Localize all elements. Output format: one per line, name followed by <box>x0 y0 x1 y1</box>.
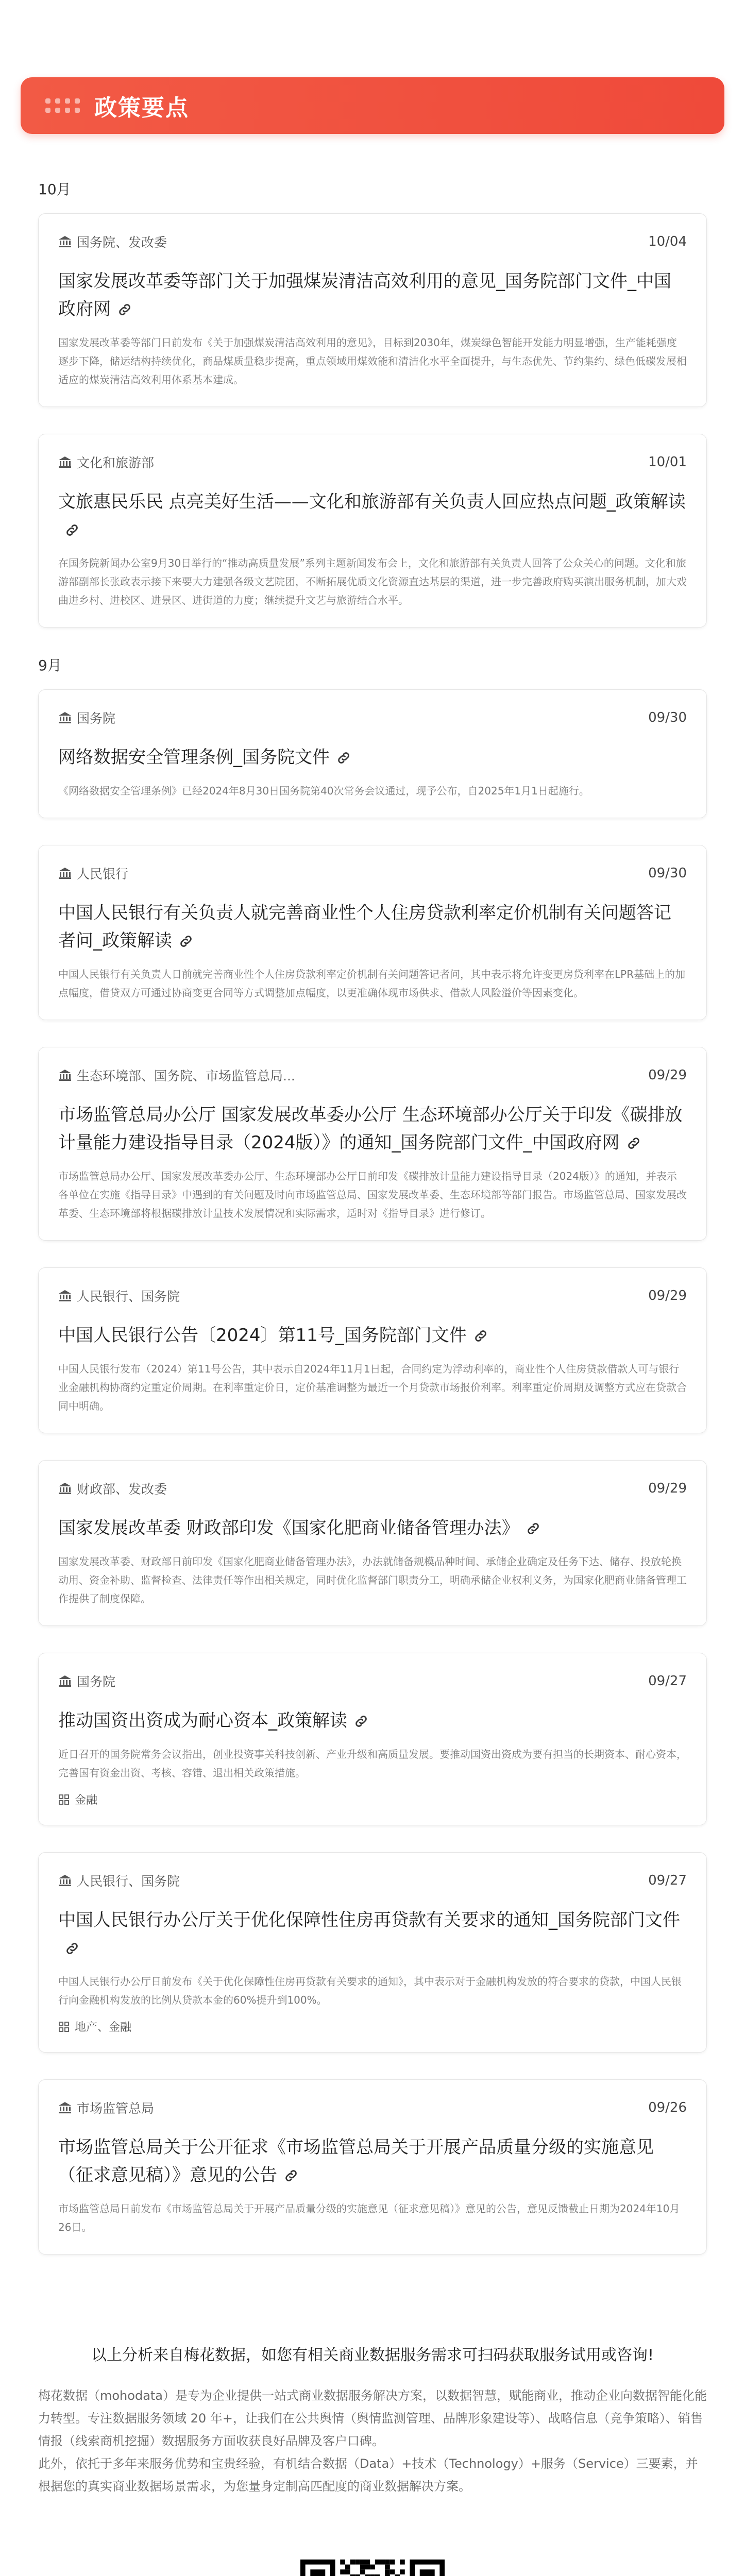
policy-card[interactable] <box>38 1852 707 2053</box>
category-icon <box>58 2021 70 2032</box>
policy-card[interactable] <box>38 1267 707 1433</box>
source <box>58 1286 180 1305</box>
policy-title[interactable] <box>58 1321 687 1349</box>
policy-title-text[interactable]: 中国人民银行公告〔2024〕第11号_国务院部门文件 <box>58 1325 467 1346</box>
date: 10/01 <box>648 454 687 470</box>
category-icon <box>58 1794 70 1805</box>
policy-summary: 市场监管总局办公厅、国家发展改革委办公厅、生态环境部办公厅日前印发《碳排放计量能力建设指导目录（2024版）》的通知，并表示各单位在实施《指导目录》中遇到的有关问题及时向市场监管总局、国家发展改革委、生态环境部等部门报告。市场监管总局、国家发展改革委、生态环境部将根据碳排放计量技术发展情况和实际需求，适时对《指导目录》进行修订。 <box>58 1170 687 1219</box>
policy-card[interactable] <box>38 434 707 628</box>
card-header <box>58 708 687 727</box>
month-label: 9月 <box>38 657 62 674</box>
date: 09/30 <box>648 710 687 725</box>
policy-title-text[interactable]: 推动国资出资成为耐心资本_政策解读 <box>58 1710 347 1731</box>
footer-paragraph-2: 此外，依托于多年来服务优势和宝贵经验，有机结合数据（Data）+技术（Technology）+服务（Service）三要素，并根据您的真实商业数据场景需求，为您量身定制高匹配度的商业数据解决方案。 <box>38 2456 698 2494</box>
policy-summary: 近日召开的国务院常务会议指出，创业投资事关科技创新、产业升级和高质量发展。要推动国资出资成为要有担当的长期资本、耐心资本，完善国有资金出资、考核、容错、退出相关政策措施。 <box>58 1748 687 1779</box>
policy-summary: 市场监管总局日前发布《市场监管总局关于开展产品质量分级的实施意见（征求意见稿）》意见的公告，意见反馈截止日期为2024年10月26日。 <box>58 2202 680 2233</box>
policy-title-text[interactable]: 中国人民银行办公厅关于优化保障性住房再贷款有关要求的通知_国务院部门文件 <box>58 1910 680 1930</box>
bank-icon <box>58 711 72 724</box>
policy-title[interactable] <box>58 1906 687 1962</box>
month-label: 10月 <box>38 181 71 198</box>
policy-card[interactable] <box>38 845 707 1020</box>
policy-card[interactable] <box>38 689 707 818</box>
bank-icon <box>58 1874 72 1887</box>
source <box>58 232 167 251</box>
section-banner <box>21 77 724 134</box>
tags <box>58 2019 687 2035</box>
tags <box>58 1791 687 1807</box>
bank-icon <box>58 456 72 468</box>
policy-title-text[interactable]: 国家发展改革委等部门关于加强煤炭清洁高效利用的意见_国务院部门文件_中国政府网 <box>58 271 671 319</box>
card-header <box>58 1066 687 1084</box>
policy-title-text[interactable]: 中国人民银行有关负责人就完善商业性个人住房贷款利率定价机制有关问题答记者问_政策解读 <box>58 903 671 951</box>
card-header <box>58 1672 687 1690</box>
card-header <box>58 1479 687 1498</box>
footer-paragraph-1: 梅花数据（mohodata）是专为企业提供一站式商业数据服务解决方案，以数据智慧，赋能商业，推动企业向数据智能化能力转型。专注数据服务领域 20 年+，让我们在公共舆情（舆情监测管理、品牌形象建设等）、战略信息（竞争策略）、销售情报（线索商机挖掘）数据服务方面收获良好品牌及客户口碑。 <box>38 2388 707 2448</box>
source <box>58 2098 154 2117</box>
source-label: 生态环境部、国务院、市场监管总局... <box>77 1069 295 1083</box>
policy-title[interactable] <box>58 1707 687 1735</box>
card-header <box>58 1871 687 1890</box>
link-icon[interactable] <box>626 1131 641 1147</box>
source <box>58 1672 115 1690</box>
link-icon[interactable] <box>64 518 80 534</box>
policy-summary: 中国人民银行有关负责人日前就完善商业性个人住房贷款利率定价机制有关问题答记者问，其中表示将允许变更房贷利率在LPR基础上的加点幅度，借贷双方可通过协商变更合同等方式调整加点幅度，以更准确体现市场供求、借款人风险溢价等因素变化。 <box>58 968 686 999</box>
source <box>58 864 128 883</box>
source-label: 财政部、发改委 <box>77 1482 167 1497</box>
policy-title[interactable] <box>58 267 687 323</box>
policy-title[interactable] <box>58 1101 687 1157</box>
card-header <box>58 453 687 471</box>
source-label: 文化和旅游部 <box>77 455 155 470</box>
policy-title[interactable] <box>58 488 687 544</box>
card-header <box>58 2098 687 2117</box>
policy-summary: 中国人民银行办公厅日前发布《关于优化保障性住房再贷款有关要求的通知》，其中表示对于金融机构发放的符合要求的贷款，中国人民银行向金融机构发放的比例从贷款本金的60%提升到100%。 <box>58 1975 682 2006</box>
policy-summary: 《网络数据安全管理条例》已经2024年8月30日国务院第40次常务会议通过，现予公布，自2025年1月1日起施行。 <box>58 785 589 797</box>
date: 09/29 <box>648 1288 687 1303</box>
link-icon[interactable] <box>526 1517 541 1532</box>
source <box>58 453 154 471</box>
tag-label: 地产、金融 <box>75 2021 132 2034</box>
bank-icon <box>58 2102 72 2114</box>
policy-card[interactable] <box>38 2079 707 2255</box>
bank-icon <box>58 1482 72 1495</box>
dots-decoration <box>45 98 81 113</box>
date: 09/29 <box>648 1481 687 1496</box>
source-label: 国务院 <box>77 711 116 726</box>
policy-title[interactable] <box>58 1514 687 1542</box>
link-icon[interactable] <box>64 1937 80 1952</box>
link-icon[interactable] <box>336 746 351 761</box>
policy-title-text[interactable]: 市场监管总局办公厅 国家发展改革委办公厅 生态环境部办公厅关于印发《碳排放计量能力建设指导目录（2024版）》的通知_国务院部门文件_中国政府网 <box>58 1105 683 1153</box>
link-icon[interactable] <box>353 1709 369 1725</box>
source <box>58 708 115 727</box>
policy-list <box>21 178 724 2255</box>
policy-title-text[interactable]: 网络数据安全管理条例_国务院文件 <box>58 747 330 768</box>
link-icon[interactable] <box>283 2164 299 2179</box>
link-icon[interactable] <box>473 1324 488 1340</box>
source-label: 人民银行 <box>77 867 129 882</box>
policy-title-text[interactable]: 市场监管总局关于公开征求《市场监管总局关于开展产品质量分级的实施意见（征求意见稿）》意见的公告 <box>58 2137 654 2185</box>
bank-icon <box>58 1290 72 1302</box>
footer <box>21 2342 724 2576</box>
policy-card[interactable] <box>38 213 707 407</box>
section-title: 政策要点 <box>94 95 189 121</box>
link-icon[interactable] <box>178 929 194 945</box>
policy-title[interactable] <box>58 743 687 771</box>
card-header <box>58 864 687 883</box>
link-icon[interactable] <box>117 298 132 313</box>
date: 09/30 <box>648 866 687 881</box>
source-label: 人民银行、国务院 <box>77 1874 180 1889</box>
tag-label: 金融 <box>75 1794 98 1807</box>
policy-card[interactable] <box>38 1653 707 1825</box>
source <box>58 1479 167 1498</box>
policy-title[interactable] <box>58 899 687 955</box>
policy-title-text[interactable]: 国家发展改革委 财政部印发《国家化肥商业储备管理办法》 <box>58 1518 519 1538</box>
policy-summary: 国家发展改革委、财政部日前印发《国家化肥商业储备管理办法》，办法就储备规模品种时间、承储企业确定及任务下达、储存、投放轮换动用、资金补助、监督检查、法律责任等作出相关规定，同时优化监督部门职责分工，明确承储企业权利义务，为国家化肥商业储备管理工作提供了制度保障。 <box>58 1555 687 1605</box>
date: 09/27 <box>648 1673 687 1689</box>
footer-heading: 以上分析来自梅花数据，如您有相关商业数据服务需求可扫码获取服务试用或咨询! <box>91 2346 654 2364</box>
date: 09/29 <box>648 1067 687 1083</box>
bank-icon <box>58 1675 72 1687</box>
source-label: 市场监管总局 <box>77 2101 155 2116</box>
policy-summary: 国家发展改革委等部门日前发布《关于加强煤炭清洁高效利用的意见》，目标到2030年，煤炭绿色智能开发能力明显增强，生产能耗强度逐步下降，储运结构持续优化，商品煤质量稳步提高，重点领域用煤效能和清洁化水平全面提升，与生态优先、节约集约、绿色低碳发展相适应的煤炭清洁高效利用体系基本建成。 <box>58 336 687 386</box>
policy-card[interactable] <box>38 1460 707 1626</box>
policy-title[interactable] <box>58 2133 687 2189</box>
policy-summary: 在国务院新闻办公室9月30日举行的“推动高质量发展”系列主题新闻发布会上，文化和旅游部有关负责人回答了公众关心的问题。文化和旅游部副部长张政表示接下来要大力建强各级文艺院团，不断拓展优质文化资源直达基层的渠道，进一步完善政府购买演出服务机制，加大戏曲进乡村、进校区、进景区、进街道的力度；继续提升文艺与旅游结合水平。 <box>58 557 687 606</box>
date: 09/27 <box>648 1873 687 1888</box>
source <box>58 1066 295 1084</box>
qr-code-icon <box>300 2560 445 2576</box>
policy-summary: 中国人民银行发布（2024）第11号公告，其中表示自2024年11月1日起，合同约定为浮动利率的，商业性个人住房贷款借款人可与银行业金融机构协商约定重定价周期。在利率重定价日，定价基准调整为最近一个月贷款市场报价利率。利率重定价周期及调整方式应在贷款合同中明确。 <box>58 1363 687 1412</box>
source-label: 国务院、发改委 <box>77 235 167 250</box>
bank-icon <box>58 235 72 248</box>
card-header <box>58 232 687 251</box>
bank-icon <box>58 867 72 879</box>
source-label: 国务院 <box>77 1674 116 1689</box>
card-header <box>58 1286 687 1305</box>
date: 09/26 <box>648 2100 687 2115</box>
bank-icon <box>58 1069 72 1081</box>
date: 10/04 <box>648 234 687 249</box>
source <box>58 1871 180 1890</box>
policy-card[interactable] <box>38 1047 707 1241</box>
source-label: 人民银行、国务院 <box>77 1289 180 1304</box>
policy-title-text[interactable]: 文旅惠民乐民 点亮美好生活——文化和旅游部有关负责人回应热点问题_政策解读 <box>58 492 686 512</box>
